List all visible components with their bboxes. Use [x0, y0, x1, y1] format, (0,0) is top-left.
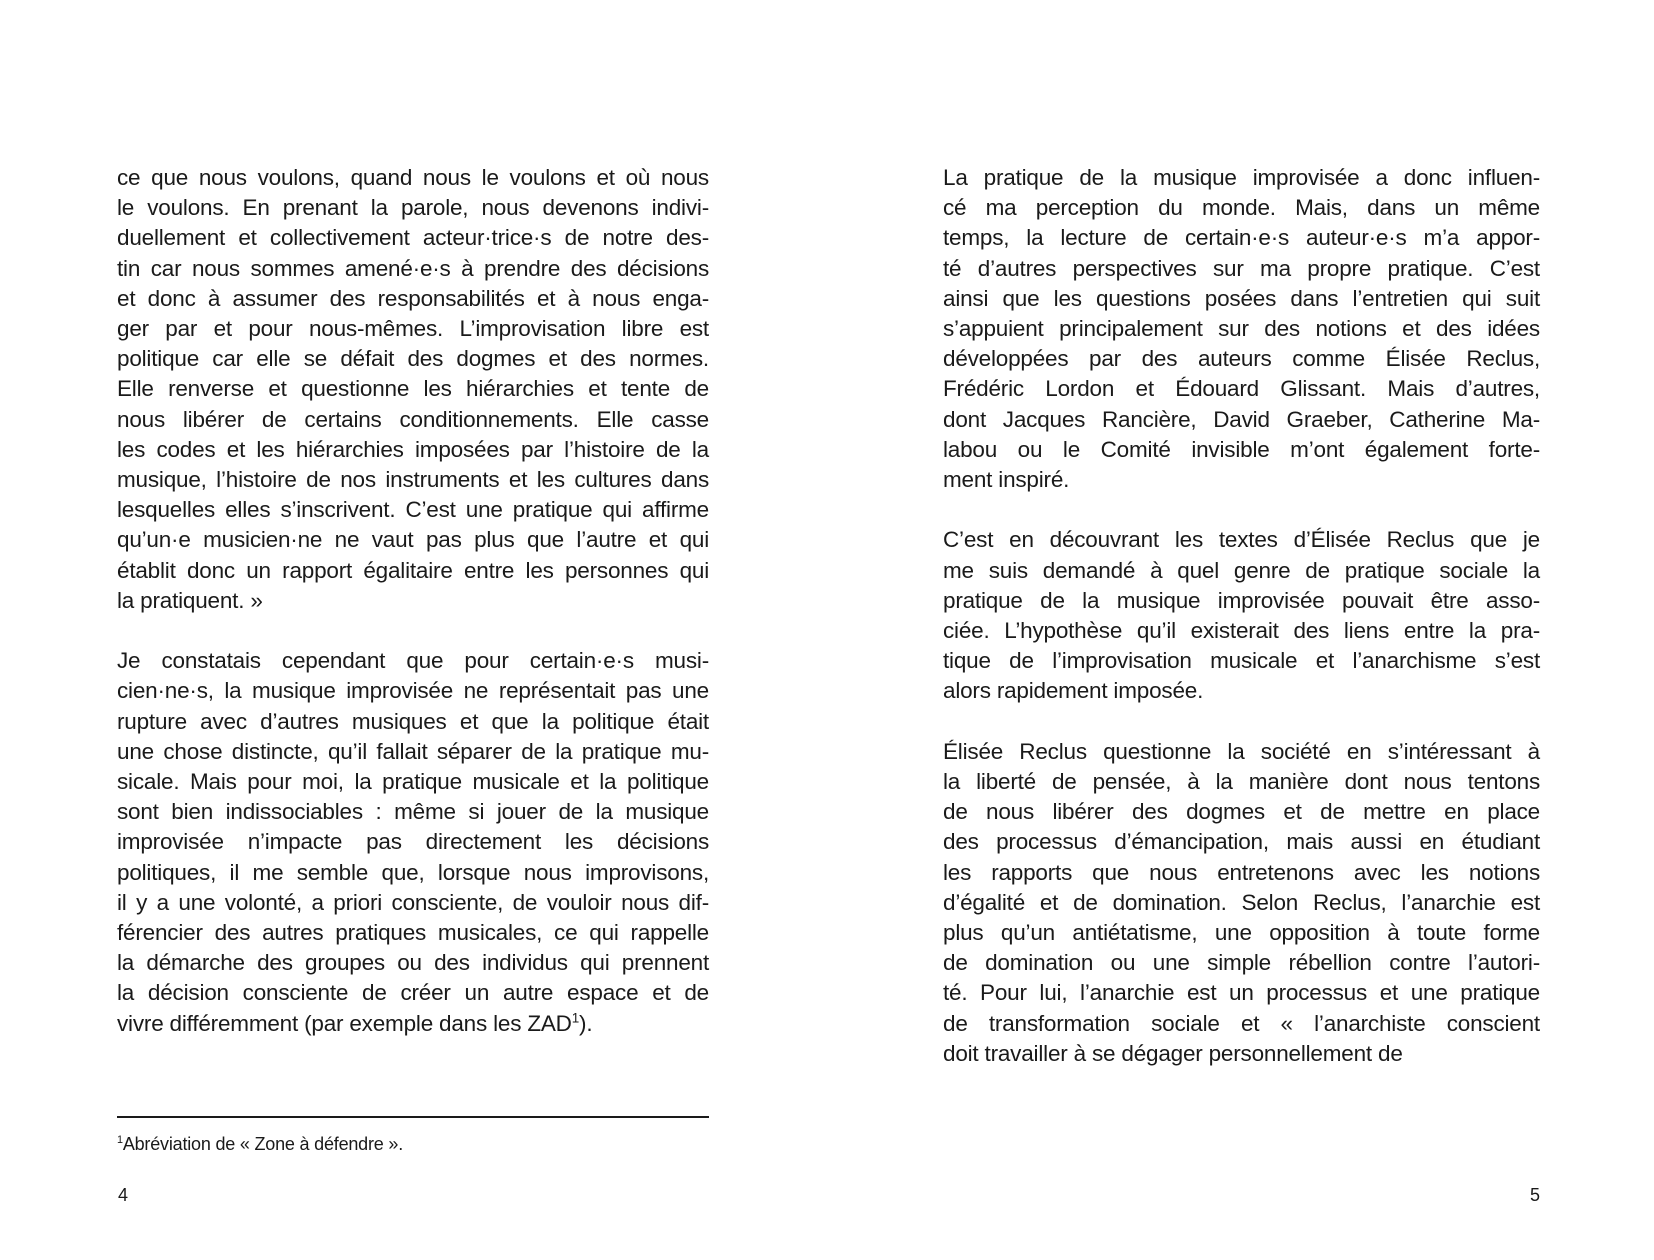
text-line: Élisée Reclus questionne la société en s’intéressant à	[943, 738, 1540, 764]
left-text-column	[117, 163, 709, 1069]
text-line: nous libérer de certains conditionnements. Elle casse	[117, 406, 709, 432]
text-line: Je constatais cependant que pour certain·e·s musi-	[117, 648, 709, 674]
page-number-right: 5	[1530, 1185, 1541, 1205]
text-line: politique car elle se défait des dogmes et des normes.	[117, 346, 709, 372]
text-line: tin car nous sommes amené·e·s à prendre des décisions	[117, 255, 709, 281]
text-line: développées par des auteurs comme Élisée Reclus,	[943, 346, 1540, 372]
text-line: vivre différemment (par exemple dans les ZAD$^1$).	[117, 1010, 593, 1036]
text-line: pratique de la musique improvisée pouvait être asso-	[943, 587, 1540, 613]
text-line: té. Pour lui, l’anarchie est un processus et une pratique	[943, 980, 1540, 1006]
text-line: les codes et les hiérarchies imposées par l’histoire de la	[117, 436, 709, 462]
text-line: ciée. L’hypothèse qu’il existerait des liens entre la pra-	[943, 618, 1540, 644]
text-line: cien·ne·s, la musique improvisée ne représentait pas une	[117, 678, 709, 704]
text-line: plus qu’un antiétatisme, une opposition à toute forme	[943, 920, 1540, 946]
text-line: la décision consciente de créer un autre espace et de	[117, 980, 709, 1006]
text-line: les rapports que nous entretenons avec les notions	[943, 859, 1540, 885]
footnote	[117, 1132, 403, 1156]
text-line: politiques, il me semble que, lorsque nous improvisons,	[117, 859, 709, 885]
text-line: de domination ou une simple rébellion contre l’autori-	[943, 950, 1540, 976]
footnote-text: Abréviation de « Zone à défendre ».	[122, 1134, 404, 1154]
text-line: le voulons. En prenant la parole, nous devenons indivi-	[117, 195, 709, 221]
paragraph	[117, 646, 709, 1039]
text-line: La pratique de la musique improvisée a donc influen-	[943, 165, 1540, 190]
paragraph	[117, 163, 709, 616]
right-text-column	[943, 163, 1540, 1099]
footnote-marker: 1	[117, 1134, 123, 1146]
text-line: doit travailler à se dégager personnellement de	[943, 1040, 1403, 1066]
text-line: s’appuient principalement sur des notions et des idées	[943, 316, 1540, 342]
paragraph	[943, 525, 1540, 706]
text-line: musique, l’histoire de nos instruments et les cultures dans	[117, 467, 709, 493]
page-number-left: 4	[118, 1185, 129, 1205]
text-line: tique de l’improvisation musicale et l’anarchisme s’est	[943, 648, 1540, 674]
text-line: une chose distincte, qu’il fallait séparer de la pratique mu-	[117, 738, 709, 764]
text-line: sicale. Mais pour moi, la pratique musicale et la politique	[117, 769, 709, 795]
text-line: C’est en découvrant les textes d’Élisée Reclus que je	[943, 527, 1540, 553]
right-page	[827, 0, 1654, 1260]
text-line: et donc à assumer des responsabilités et à nous enga-	[117, 285, 709, 311]
text-line: rupture avec d’autres musiques et que la politique était	[117, 708, 709, 734]
text-line: Elle renverse et questionne les hiérarchies et tente de	[117, 376, 709, 402]
text-line: Frédéric Lordon et Édouard Glissant. Mais d’autres,	[943, 376, 1540, 402]
text-line: temps, la lecture de certain·e·s auteur·e·s m’a appor-	[943, 225, 1540, 251]
text-line: té d’autres perspectives sur ma propre pratique. C’est	[943, 255, 1540, 281]
text-line: la liberté de pensée, à la manière dont nous tentons	[943, 769, 1540, 795]
text-line: des processus d’émancipation, mais aussi en étudiant	[943, 829, 1540, 855]
text-line: établit donc un rapport égalitaire entre les personnes qui	[117, 557, 709, 583]
text-line: dont Jacques Rancière, David Graeber, Catherine Ma-	[943, 406, 1540, 432]
text-line: lesquelles elles s’inscrivent. C’est une pratique qui affirme	[117, 497, 709, 523]
text-line: férencier des autres pratiques musicales, ce qui rappelle	[117, 920, 709, 946]
text-line: la démarche des groupes ou des individus qui prennent	[117, 950, 709, 976]
paragraph	[943, 163, 1540, 495]
text-line: d’égalité et de domination. Selon Reclus, l’anarchie est	[943, 889, 1540, 915]
text-line: de transformation sociale et « l’anarchiste conscient	[943, 1010, 1540, 1036]
text-line: me suis demandé à quel genre de pratique sociale la	[943, 557, 1540, 583]
text-line: ainsi que les questions posées dans l’entretien qui suit	[943, 285, 1540, 311]
text-line: il y a une volonté, a priori consciente, de vouloir nous dif-	[117, 889, 709, 915]
footnote-reference[interactable]: 1	[571, 1010, 580, 1026]
text-line: de nous libérer des dogmes et de mettre en place	[943, 799, 1540, 825]
text-line: cé ma perception du monde. Mais, dans un même	[943, 195, 1540, 221]
text-line: alors rapidement imposée.	[943, 678, 1204, 704]
text-line: sont bien indissociables : même si jouer de la musique	[117, 799, 709, 825]
text-line: improvisée n’impacte pas directement les décisions	[117, 829, 709, 855]
text-line: labou ou le Comité invisible m’ont également forte-	[943, 436, 1540, 462]
text-line: qu’un·e musicien·ne ne vaut pas plus que l’autre et qui	[117, 527, 709, 553]
text-line: ce que nous voulons, quand nous le voulons et où nous	[117, 165, 709, 190]
paragraph	[943, 737, 1540, 1069]
text-line: la pratiquent. »	[117, 587, 263, 613]
footnote-rule	[117, 1116, 709, 1118]
text-line: duellement et collectivement acteur·trice·s de notre des-	[117, 225, 709, 251]
text-line: ment inspiré.	[943, 467, 1070, 493]
text-line: ger par et pour nous-mêmes. L’improvisation libre est	[117, 316, 709, 342]
